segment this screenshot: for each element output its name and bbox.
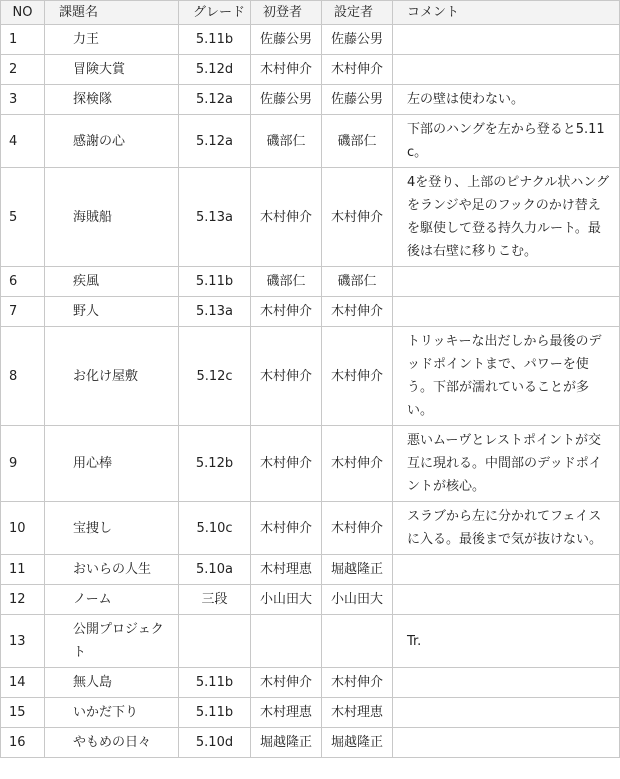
table-row [1,728,620,758]
cell-first-ascent: 木村伸介 [251,327,322,426]
table-row [1,585,620,615]
cell-first-ascent: 木村理恵 [251,555,322,585]
table-row [1,502,620,555]
cell-no: 16 [1,728,45,758]
header-first-ascent: 初登者 [251,1,322,25]
cell-first-ascent: 小山田大 [251,585,322,615]
cell-comment [393,267,620,297]
cell-first-ascent: 木村伸介 [251,297,322,327]
cell-no: 6 [1,267,45,297]
cell-comment: 下部のハングを左から登ると5.11c。 [393,115,620,168]
cell-grade: 5.10d [179,728,251,758]
cell-comment [393,25,620,55]
cell-first-ascent: 木村伸介 [251,502,322,555]
cell-route-name: 力王 [45,25,179,55]
table-row [1,85,620,115]
cell-comment: スラブから左に分かれてフェイスに入る。最後まで気が抜けない。 [393,502,620,555]
cell-comment: 左の壁は使わない。 [393,85,620,115]
table-row [1,115,620,168]
cell-grade: 5.11b [179,25,251,55]
cell-no: 10 [1,502,45,555]
cell-grade: 5.10c [179,502,251,555]
cell-route-name: 公開プロジェクト [45,615,179,668]
cell-no: 1 [1,25,45,55]
cell-grade: 三段 [179,585,251,615]
cell-setter: 木村伸介 [322,297,393,327]
cell-comment [393,297,620,327]
table-row [1,698,620,728]
cell-route-name: 感謝の心 [45,115,179,168]
table-row [1,327,620,426]
cell-no: 12 [1,585,45,615]
table-row [1,426,620,502]
cell-route-name: やもめの日々 [45,728,179,758]
cell-setter: 木村伸介 [322,168,393,267]
cell-no: 9 [1,426,45,502]
table-row [1,668,620,698]
cell-grade: 5.11b [179,267,251,297]
cell-first-ascent: 木村伸介 [251,668,322,698]
cell-setter: 木村伸介 [322,55,393,85]
table-row [1,168,620,267]
cell-route-name: お化け屋敷 [45,327,179,426]
cell-route-name: 探検隊 [45,85,179,115]
cell-setter: 小山田大 [322,585,393,615]
cell-setter: 木村理恵 [322,698,393,728]
cell-comment [393,698,620,728]
cell-first-ascent [251,615,322,668]
cell-comment: トリッキーな出だしから最後のデッドポイントまで、パワーを使う。下部が濡れていることが多い。 [393,327,620,426]
cell-comment [393,55,620,85]
cell-first-ascent: 木村伸介 [251,168,322,267]
cell-setter: 堀越隆正 [322,728,393,758]
cell-no: 5 [1,168,45,267]
table-row [1,267,620,297]
table-row [1,615,620,668]
cell-route-name: ノーム [45,585,179,615]
cell-setter: 堀越隆正 [322,555,393,585]
cell-grade: 5.11b [179,668,251,698]
cell-no: 8 [1,327,45,426]
cell-route-name: 野人 [45,297,179,327]
cell-setter: 磯部仁 [322,267,393,297]
table-row [1,25,620,55]
cell-comment [393,585,620,615]
cell-first-ascent: 磯部仁 [251,115,322,168]
cell-no: 2 [1,55,45,85]
cell-first-ascent: 磯部仁 [251,267,322,297]
cell-no: 13 [1,615,45,668]
cell-no: 14 [1,668,45,698]
header-comment: コメント [393,1,620,25]
cell-setter: 木村伸介 [322,668,393,698]
cell-route-name: 海賊船 [45,168,179,267]
header-grade: グレード [179,1,251,25]
cell-no: 11 [1,555,45,585]
cell-setter: 木村伸介 [322,426,393,502]
cell-setter: 木村伸介 [322,327,393,426]
table-body [1,25,620,758]
cell-grade: 5.13a [179,297,251,327]
cell-route-name: 冒険大賞 [45,55,179,85]
cell-comment: Tr. [393,615,620,668]
cell-grade: 5.10a [179,555,251,585]
cell-grade: 5.11b [179,698,251,728]
cell-comment [393,668,620,698]
table-row [1,55,620,85]
cell-route-name: おいらの人生 [45,555,179,585]
cell-no: 4 [1,115,45,168]
cell-route-name: 疾風 [45,267,179,297]
cell-route-name: 無人島 [45,668,179,698]
cell-comment [393,728,620,758]
header-no: NO [1,1,45,25]
cell-grade: 5.13a [179,168,251,267]
cell-route-name: いかだ下り [45,698,179,728]
cell-no: 15 [1,698,45,728]
header-route-name: 課題名 [45,1,179,25]
cell-route-name: 用心棒 [45,426,179,502]
table-header-row [1,1,620,25]
cell-comment: 悪いムーヴとレストポイントが交互に現れる。中間部のデッドポイントが核心。 [393,426,620,502]
cell-first-ascent: 木村伸介 [251,426,322,502]
cell-setter: 木村伸介 [322,502,393,555]
header-setter: 設定者 [322,1,393,25]
cell-comment [393,555,620,585]
cell-setter: 佐藤公男 [322,85,393,115]
table-row [1,297,620,327]
cell-setter [322,615,393,668]
cell-route-name: 宝捜し [45,502,179,555]
table-row [1,555,620,585]
cell-first-ascent: 木村理恵 [251,698,322,728]
cell-grade: 5.12c [179,327,251,426]
cell-first-ascent: 堀越隆正 [251,728,322,758]
cell-grade: 5.12a [179,85,251,115]
cell-comment: 4を登り、上部のピナクル状ハングをランジや足のフックのかけ替えを駆使して登る持久力ルート。最後は右壁に移りこむ。 [393,168,620,267]
cell-grade: 5.12a [179,115,251,168]
cell-setter: 佐藤公男 [322,25,393,55]
cell-no: 7 [1,297,45,327]
cell-no: 3 [1,85,45,115]
cell-grade [179,615,251,668]
cell-grade: 5.12d [179,55,251,85]
cell-first-ascent: 木村伸介 [251,55,322,85]
cell-first-ascent: 佐藤公男 [251,85,322,115]
cell-setter: 磯部仁 [322,115,393,168]
cell-grade: 5.12b [179,426,251,502]
cell-first-ascent: 佐藤公男 [251,25,322,55]
